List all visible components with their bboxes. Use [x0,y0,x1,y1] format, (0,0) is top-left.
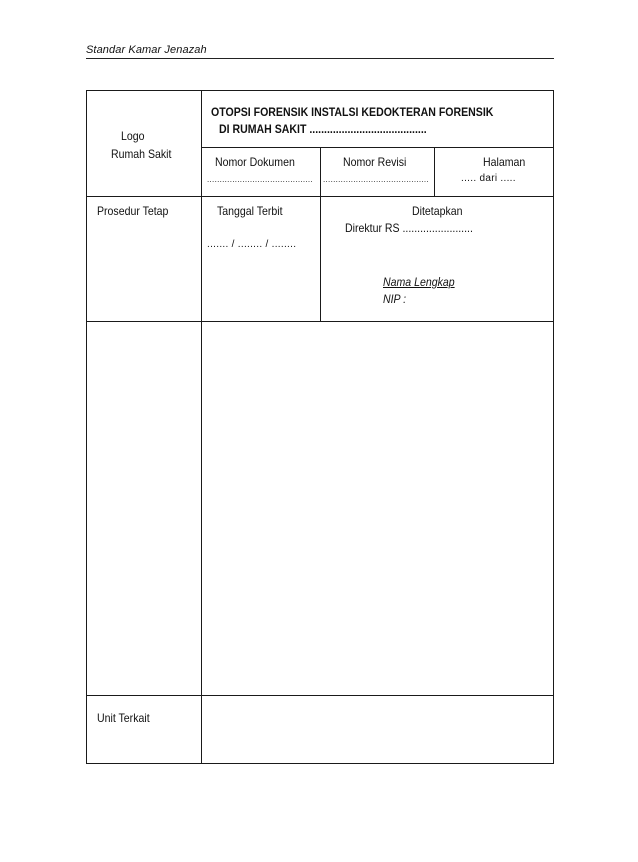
form-title-line2: DI RUMAH SAKIT ........................................ [219,122,427,136]
nomor-dokumen-value: .......................................... [207,175,313,184]
rumah-sakit-label: Rumah Sakit [111,147,172,161]
tanggal-terbit-value: ....... / ........ / ........ [207,239,297,250]
logo-label: Logo [121,129,145,143]
page-header: Standar Kamar Jenazah [86,44,207,56]
header-rule [86,58,554,59]
nomor-revisi-label: Nomor Revisi [343,155,407,169]
sop-form [86,90,554,764]
nip-label: NIP : [383,292,407,306]
title-bottom-rule [201,147,553,148]
prosedur-tetap-label: Prosedur Tetap [97,204,169,218]
header-block-bottom-rule [87,196,553,197]
ditetapkan-label: Ditetapkan [412,204,463,218]
nomor-revisi-value: .......................................... [323,175,429,184]
tanggal-terbit-label: Tanggal Terbit [217,204,283,218]
left-column-divider [201,91,202,763]
halaman-value: ..... dari ..... [461,173,516,184]
prosedur-block-bottom-rule [87,321,553,322]
halaman-divider [434,147,435,196]
direktur-rs-label: Direktur RS ........................ [345,221,473,235]
unit-terkait-top-rule [87,695,553,696]
halaman-label: Halaman [483,155,526,169]
nomor-dokumen-divider [320,147,321,321]
unit-terkait-label: Unit Terkait [97,711,150,725]
nomor-dokumen-label: Nomor Dokumen [215,155,295,169]
nama-lengkap-label: Nama Lengkap [383,275,455,289]
form-title-line1: OTOPSI FORENSIK INSTALSI KEDOKTERAN FORENSIK [211,105,494,119]
